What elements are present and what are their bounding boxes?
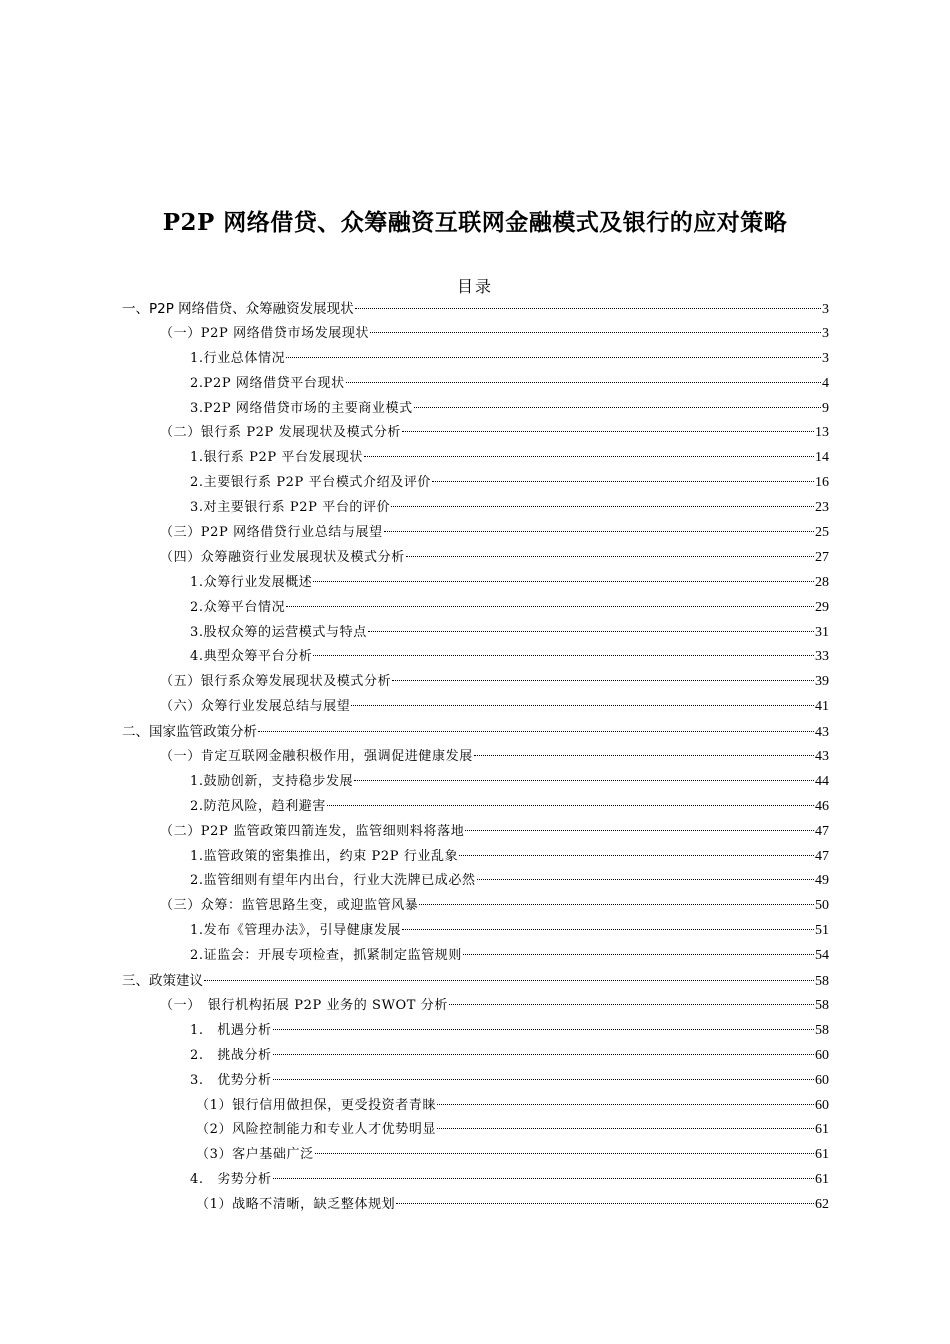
toc-entry[interactable] bbox=[122, 1044, 829, 1069]
toc-entry-label: 3.对主要银行系 P2P 平台的评价 bbox=[190, 500, 391, 516]
toc-dot-leader bbox=[384, 531, 814, 532]
toc-dot-leader bbox=[432, 481, 814, 482]
toc-entry[interactable] bbox=[122, 571, 829, 596]
toc-dot-leader bbox=[327, 805, 814, 806]
toc-dot-leader bbox=[346, 382, 821, 383]
toc-entry[interactable] bbox=[122, 421, 829, 446]
toc-entry[interactable] bbox=[122, 845, 829, 870]
toc-entry[interactable] bbox=[122, 496, 829, 521]
toc-entry-label: （五）银行系众筹发展现状及模式分析 bbox=[160, 674, 392, 690]
toc-entry-page-number: 3 bbox=[822, 350, 829, 366]
toc-entry[interactable] bbox=[122, 994, 829, 1019]
toc-entry[interactable] bbox=[122, 1143, 829, 1168]
toc-entry-label: 3.P2P 网络借贷市场的主要商业模式 bbox=[190, 400, 413, 416]
toc-entry-label: 3. 优势分析 bbox=[190, 1072, 272, 1088]
toc-entry-page-number: 50 bbox=[815, 898, 829, 914]
toc-entry-page-number: 3 bbox=[822, 302, 829, 317]
toc-entry-label: （一）肯定互联网金融积极作用，强调促进健康发展 bbox=[160, 749, 473, 765]
toc-entry-page-number: 61 bbox=[815, 1122, 829, 1138]
toc-entry[interactable] bbox=[122, 670, 829, 695]
toc-entry-label: 4.典型众筹平台分析 bbox=[190, 649, 313, 665]
toc-entry-page-number: 44 bbox=[815, 773, 829, 789]
toc-entry-page-number: 46 bbox=[815, 798, 829, 814]
toc-entry-label: 一、P2P 网络借贷、众筹融资发展现状 bbox=[122, 301, 354, 317]
toc-entry-label: （三）众筹：监管思路生变，或迎监管风暴 bbox=[160, 898, 419, 914]
toc-dot-leader bbox=[364, 456, 814, 457]
toc-entry-label: （3）客户基础广泛 bbox=[196, 1147, 314, 1163]
toc-entry-page-number: 25 bbox=[815, 525, 829, 541]
toc-entry-page-number: 43 bbox=[815, 725, 829, 741]
toc-dot-leader bbox=[286, 606, 814, 607]
toc-entry-label: （二）P2P 监管政策四箭连发，监管细则料将落地 bbox=[160, 823, 465, 839]
toc-dot-leader bbox=[313, 581, 814, 582]
toc-dot-leader bbox=[437, 1128, 814, 1129]
toc-entry-page-number: 41 bbox=[815, 699, 829, 715]
toc-dot-leader bbox=[449, 1004, 814, 1005]
toc-entry-label: 1.行业总体情况 bbox=[190, 350, 286, 366]
toc-entry-page-number: 39 bbox=[815, 674, 829, 690]
toc-entry-page-number: 58 bbox=[815, 997, 829, 1013]
toc-entry-page-number: 54 bbox=[815, 948, 829, 964]
toc-entry-label: 3.股权众筹的运营模式与特点 bbox=[190, 624, 367, 640]
toc-entry[interactable] bbox=[122, 397, 829, 422]
toc-entry-page-number: 49 bbox=[815, 873, 829, 889]
toc-entry[interactable] bbox=[122, 745, 829, 770]
toc-dot-leader bbox=[437, 1104, 814, 1105]
toc-dot-leader bbox=[286, 357, 821, 358]
toc-entry-page-number: 27 bbox=[815, 549, 829, 565]
toc-entry-page-number: 31 bbox=[815, 624, 829, 640]
toc-dot-leader bbox=[355, 308, 821, 309]
toc-entry[interactable] bbox=[122, 546, 829, 571]
toc-dot-leader bbox=[273, 1029, 814, 1030]
toc-dot-leader bbox=[414, 407, 821, 408]
toc-entry-page-number: 61 bbox=[815, 1147, 829, 1163]
toc-entry[interactable] bbox=[122, 795, 829, 820]
toc-entry[interactable] bbox=[122, 645, 829, 670]
toc-dot-leader bbox=[258, 731, 814, 732]
toc-entry-label: 三、政策建议 bbox=[122, 973, 203, 990]
toc-entry[interactable] bbox=[122, 471, 829, 496]
toc-entry[interactable] bbox=[122, 820, 829, 845]
toc-entry-page-number: 28 bbox=[815, 574, 829, 590]
toc-entry-label: 2. 挑战分析 bbox=[190, 1047, 272, 1063]
toc-dot-leader bbox=[273, 1079, 814, 1080]
toc-dot-leader bbox=[204, 980, 814, 981]
toc-entry-label: 1. 机遇分析 bbox=[190, 1022, 272, 1038]
toc-entry[interactable] bbox=[122, 621, 829, 646]
toc-entry[interactable] bbox=[122, 1193, 829, 1218]
toc-entry-label: （1）战略不清晰，缺乏整体规划 bbox=[196, 1197, 396, 1213]
toc-entry-label: （一） 银行机构拓展 P2P 业务的 SWOT 分析 bbox=[160, 997, 448, 1013]
toc-entry-label: （1）银行信用做担保，更受投资者青睐 bbox=[196, 1097, 437, 1113]
toc-entry[interactable] bbox=[122, 347, 829, 372]
toc-entry[interactable] bbox=[122, 1118, 829, 1143]
toc-entry-page-number: 47 bbox=[815, 848, 829, 864]
toc-entry-label: 1.鼓励创新，支持稳步发展 bbox=[190, 773, 354, 789]
toc-entry[interactable] bbox=[122, 322, 829, 347]
toc-entry[interactable] bbox=[122, 372, 829, 397]
toc-entry-page-number: 61 bbox=[815, 1172, 829, 1188]
toc-entry-label: 1.银行系 P2P 平台发展现状 bbox=[190, 450, 364, 466]
toc-entry[interactable] bbox=[122, 720, 829, 745]
toc-entry-page-number: 60 bbox=[815, 1072, 829, 1088]
toc-entry-page-number: 23 bbox=[815, 500, 829, 516]
toc-dot-leader bbox=[313, 655, 814, 656]
toc-dot-leader bbox=[463, 954, 814, 955]
toc-entry-page-number: 29 bbox=[815, 599, 829, 615]
toc-entry-label: 二、国家监管政策分析 bbox=[122, 724, 257, 741]
toc-entry-page-number: 3 bbox=[822, 325, 829, 341]
toc-entry-page-number: 14 bbox=[815, 450, 829, 466]
toc-dot-leader bbox=[370, 332, 821, 333]
toc-entry[interactable] bbox=[122, 695, 829, 720]
toc-entry-label: （六）众筹行业发展总结与展望 bbox=[160, 699, 351, 715]
toc-heading: 目录 bbox=[456, 277, 493, 296]
toc-entry-label: 4. 劣势分析 bbox=[190, 1172, 272, 1188]
toc-entry-page-number: 43 bbox=[815, 749, 829, 765]
toc-entry-label: （二）银行系 P2P 发展现状及模式分析 bbox=[160, 425, 402, 441]
toc-dot-leader bbox=[477, 879, 814, 880]
toc-entry[interactable] bbox=[122, 944, 829, 969]
toc-entry[interactable] bbox=[122, 1094, 829, 1119]
toc-dot-leader bbox=[354, 780, 814, 781]
toc-entry[interactable] bbox=[122, 1168, 829, 1193]
toc-dot-leader bbox=[465, 830, 814, 831]
toc-entry-label: （四）众筹融资行业发展现状及模式分析 bbox=[160, 549, 405, 565]
toc-dot-leader bbox=[315, 1153, 814, 1154]
toc-entry-label: 1.监管政策的密集推出，约束 P2P 行业乱象 bbox=[190, 848, 459, 864]
toc-entry[interactable] bbox=[122, 297, 829, 322]
toc-entry-page-number: 13 bbox=[815, 425, 829, 441]
toc-dot-leader bbox=[474, 755, 814, 756]
toc-entry-page-number: 16 bbox=[815, 475, 829, 491]
toc-entry-label: 1.众筹行业发展概述 bbox=[190, 574, 313, 590]
toc-entry-page-number: 58 bbox=[815, 974, 829, 990]
toc-dot-leader bbox=[402, 929, 814, 930]
toc-entry[interactable] bbox=[122, 596, 829, 621]
toc-entry-label: 2.监管细则有望年内出台，行业大洗牌已成必然 bbox=[190, 873, 476, 889]
toc-entry-label: （2）风险控制能力和专业人才优势明显 bbox=[196, 1122, 437, 1138]
toc-entry-label: 2.防范风险，趋利避害 bbox=[190, 798, 327, 814]
toc-entry-page-number: 4 bbox=[822, 375, 829, 391]
toc-entry[interactable] bbox=[122, 919, 829, 944]
toc-entry-page-number: 58 bbox=[815, 1022, 829, 1038]
toc-entry-label: 2.证监会：开展专项检查，抓紧制定监管规则 bbox=[190, 948, 463, 964]
toc-dot-leader bbox=[419, 904, 814, 905]
toc-entry[interactable] bbox=[122, 969, 829, 994]
toc-entry-page-number: 60 bbox=[815, 1097, 829, 1113]
toc-dot-leader bbox=[396, 1203, 814, 1204]
toc-entry-page-number: 9 bbox=[822, 400, 829, 416]
toc-dot-leader bbox=[391, 506, 814, 507]
toc-entry-label: 2.主要银行系 P2P 平台模式介绍及评价 bbox=[190, 475, 432, 491]
document-title: P2P 网络借贷、众筹融资互联网金融模式及银行的应对策略 bbox=[162, 209, 788, 236]
toc-entry-page-number: 47 bbox=[815, 823, 829, 839]
toc-entry-label: 1.发布《管理办法》，引导健康发展 bbox=[190, 923, 402, 939]
toc-dot-leader bbox=[273, 1054, 814, 1055]
toc-entry[interactable] bbox=[122, 770, 829, 795]
toc-dot-leader bbox=[368, 631, 814, 632]
toc-entry-page-number: 33 bbox=[815, 649, 829, 665]
toc-entry-label: 2.众筹平台情况 bbox=[190, 599, 286, 615]
toc-entry-page-number: 51 bbox=[815, 923, 829, 939]
toc-entry[interactable] bbox=[122, 1069, 829, 1094]
toc-dot-leader bbox=[402, 431, 814, 432]
toc-entry[interactable] bbox=[122, 521, 829, 546]
toc-dot-leader bbox=[406, 556, 814, 557]
toc-entry-label: （一）P2P 网络借贷市场发展现状 bbox=[160, 325, 370, 341]
toc-entry[interactable] bbox=[122, 869, 829, 894]
toc-entry-page-number: 62 bbox=[815, 1197, 829, 1213]
toc-dot-leader bbox=[273, 1178, 814, 1179]
toc-entry[interactable] bbox=[122, 894, 829, 919]
toc-dot-leader bbox=[351, 705, 814, 706]
toc-entry[interactable] bbox=[122, 446, 829, 471]
toc-entry-label: （三）P2P 网络借贷行业总结与展望 bbox=[160, 525, 383, 541]
toc-entry-page-number: 60 bbox=[815, 1047, 829, 1063]
toc-dot-leader bbox=[392, 680, 814, 681]
toc-entry[interactable] bbox=[122, 1019, 829, 1044]
toc-entry-label: 2.P2P 网络借贷平台现状 bbox=[190, 375, 345, 391]
table-of-contents bbox=[122, 297, 829, 1218]
toc-dot-leader bbox=[459, 855, 814, 856]
